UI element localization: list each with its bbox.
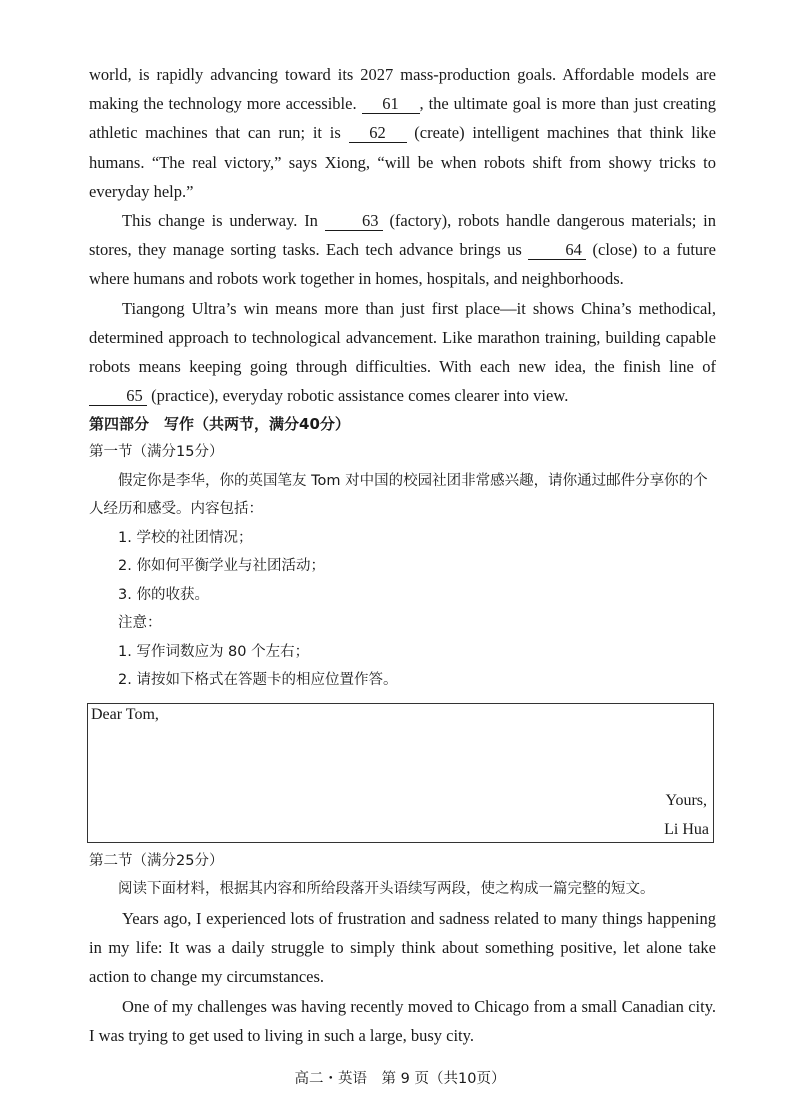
passage-paragraph-1 xyxy=(89,60,716,206)
continuation-paragraph-2: One of my challenges was having recently moved to Chicago from a small Canadian city. I was trying to get used to living in such a large, busy city. xyxy=(89,996,716,1045)
passage-text: (close) to a future where humans and robots work together in homes, hospitals, and neighborhoods. xyxy=(89,240,716,289)
passage-text: (factory), robots handle dangerous materials; in stores, they manage sorting tasks. Each tech advance brings us xyxy=(89,211,716,260)
passage-text: This change is underway. In xyxy=(122,211,325,231)
note-item: 2. 请按如下格式在答题卡的相应位置作答。 xyxy=(118,672,398,689)
section-one-title: 第一节（满分15分） xyxy=(89,444,224,461)
page-content xyxy=(89,60,716,1050)
continuation-paragraph-1: Years ago, I experienced lots of frustration and sadness related to many things happening in my life: It was a daily struggle to simply think about something positive, let alone take action to change my circumstances. xyxy=(89,908,716,987)
section-two-instruction: 阅读下面材料，根据其内容和所给段落开头语续写两段，使之构成一篇完整的短文。 xyxy=(118,881,655,898)
blank-64[interactable]: 64 xyxy=(528,240,586,260)
part-four-title: 第四部分 写作（共两节，满分40分） xyxy=(89,415,350,434)
passage-text: (create) intelligent machines that think like humans. “The real victory,” says Xiong, “will be when robots shift from showy tricks to everyday help.” xyxy=(89,123,716,201)
passage-paragraph-3 xyxy=(89,294,716,411)
note-item: 1. 写作词数应为 80 个左右； xyxy=(118,643,310,660)
letter-answer-box[interactable] xyxy=(87,703,714,843)
passage-text: , the ultimate goal is more than just creating athletic machines that can run; it is xyxy=(89,94,716,143)
passage-text: world, is rapidly advancing toward its 2027 mass-production goals. Affordable models are making the technology more accessible. xyxy=(89,65,716,114)
page-footer: 高二・英语 第 9 页（共10页） xyxy=(294,1071,506,1087)
section-one-prompt: 假定你是李华，你的英国笔友 Tom 对中国的校园社团非常感兴趣，请你通过邮件分享你的个人经历和感受。内容包括： xyxy=(89,472,708,518)
section-two-title: 第二节（满分25分） xyxy=(89,852,224,869)
passage-text: Tiangong Ultra’s win means more than just first place—it shows China’s methodical, determined approach to technological advancement. Like marathon training, building capable robots means keeping going through difficulties. With each new idea, the finish line of xyxy=(89,298,716,377)
content-item: 1. 学校的社团情况； xyxy=(118,529,253,546)
blank-65[interactable]: 65 xyxy=(89,386,147,406)
passage-text: (practice), everyday robotic assistance comes clearer into view. xyxy=(147,386,569,406)
passage-paragraph-2 xyxy=(89,206,716,294)
blank-61[interactable]: 61 xyxy=(362,94,420,114)
letter-closing: Yours, xyxy=(665,791,707,809)
content-item: 2. 你如何平衡学业与社团活动； xyxy=(118,558,325,575)
content-item: 3. 你的收获。 xyxy=(118,586,209,603)
blank-63[interactable]: 63 xyxy=(325,211,383,231)
letter-signature: Li Hua xyxy=(664,820,709,838)
letter-greeting: Dear Tom, xyxy=(91,705,159,723)
blank-62[interactable]: 62 xyxy=(349,123,407,143)
note-label: 注意： xyxy=(118,615,162,632)
